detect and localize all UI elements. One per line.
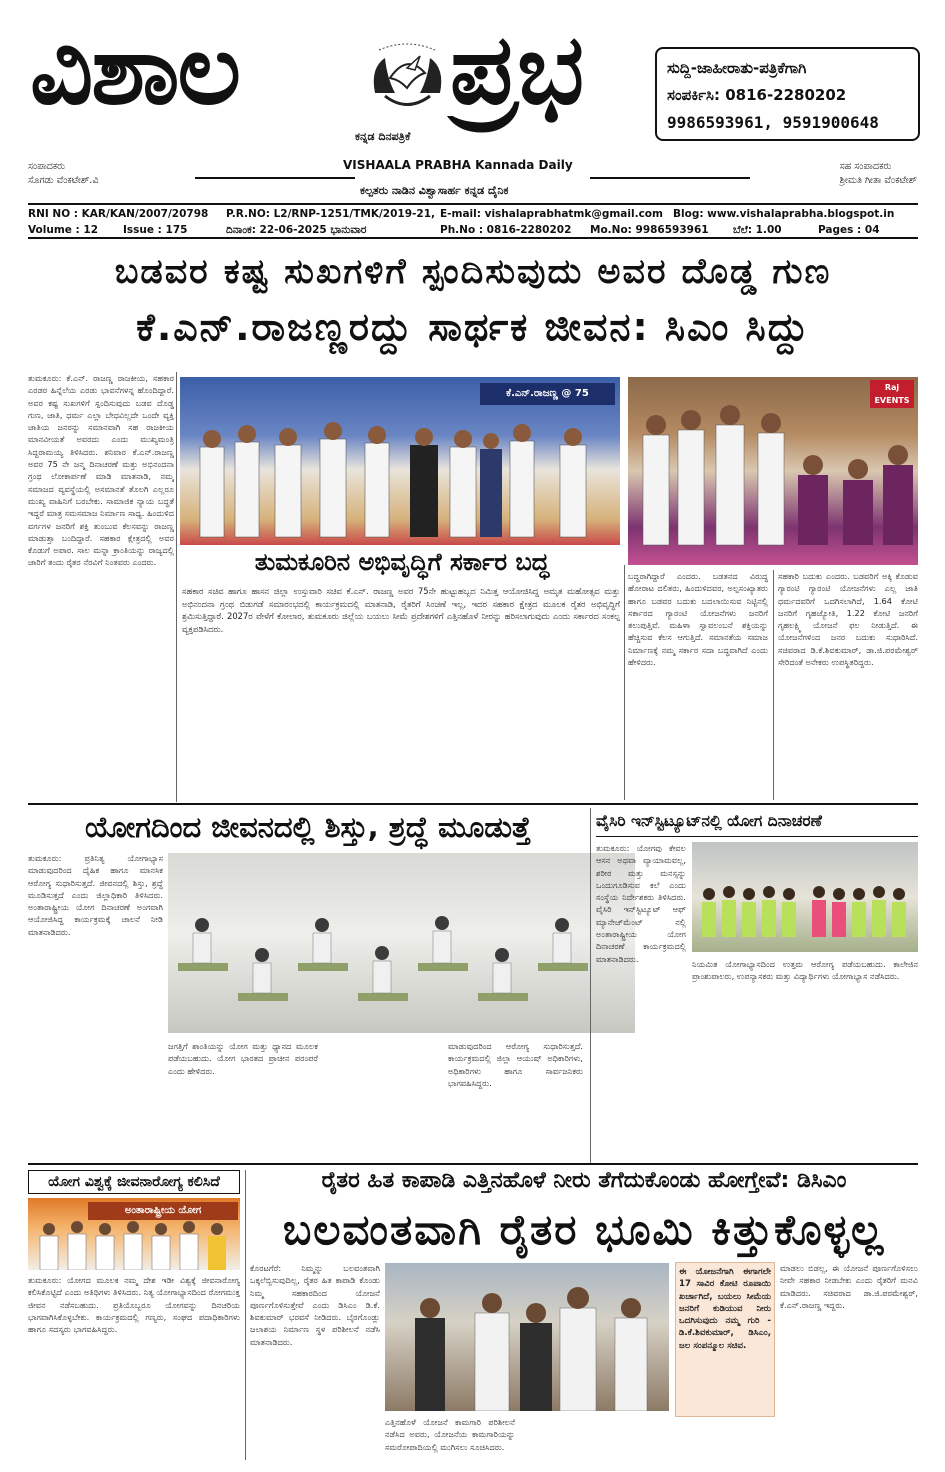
felicitation-figures — [628, 395, 918, 565]
stage-banner: ಕೆ.ಎನ್.ರಾಜಣ್ಣ @ 75 — [480, 383, 615, 405]
lead-column-3: ಬದ್ಧರಾಗಿದ್ದಾರೆ ಎಂದರು. ಬಡತನದ ವಿರುದ್ಧ ಹೋರಾಟ ದಲಿತರು, ಹಿಂದುಳಿದವರ, ಅಲ್ಪಸಂಖ್ಯಾತರು ಹಾಗೂ ಬಡವರ ಬದುಕು ಬದಲಾಯಿಸುವ ನಿಟ್ಟಿನಲ್ಲಿ ಸರ್ಕಾರದ ಗ್ಯಾರಂಟಿ ಯೋಜನೆಗಳು ಜನರಿಗೆ ತಲುಪುತ್ತಿವೆ. ಮಹಿಳಾ ಸ್ವಾವಲಂಬನೆ ಶಕ್ತಿಯನ್ನು ಹೆಚ್ಚಿಸುವ ಕೆಲಸ ಆಗುತ್ತಿದೆ. ಸಮಾನತೆಯ ಸಮಾಜ ನಿರ್ಮಾಣಕ್ಕೆ ನಮ್ಮ ಸರ್ಕಾರ ಸದಾ ಬದ್ಧವಾಗಿದೆ ಎಂದು ಹೇಳಿದರು. — [628, 571, 768, 668]
contact-box — [655, 47, 920, 141]
wellness-headline: ಯೋಗ ವಿಶ್ವಕ್ಕೆ ಜೀವನಾರೋಗ್ಯ ಕಲಿಸಿದೆ — [28, 1170, 240, 1194]
contact-line-2: ಸಂಪರ್ಕಿಸಿ: 0816-2280202 — [667, 86, 847, 104]
co-editor-name: ಶ್ರೀಮತಿ ಗೀತಾ ವೆಂಕಟೇಶ್ — [839, 175, 917, 186]
column-rule — [176, 372, 177, 802]
institute-headline: ವೈಸಿರಿ ಇನ್‌ಸ್ಟಿಟ್ಯೂಟ್‌ನಲ್ಲಿ ಯೋಗ ದಿನಾಚರಣೆ — [596, 812, 822, 830]
dove-hands-logo — [365, 38, 450, 123]
masthead-rule-left — [195, 177, 355, 179]
farmers-photo — [385, 1263, 669, 1411]
site-visit-group — [385, 1263, 669, 1411]
mobile-number: Mo.No: 9986593961 — [590, 224, 709, 236]
lead-subhead: ತುಮಕೂರಿನ ಅಭಿವೃದ್ಧಿಗೆ ಸರ್ಕಾರ ಬದ್ಧ — [192, 545, 612, 579]
lead-headline-2: ಕೆ.ಎನ್.ರಾಜಣ್ಣರದ್ದು ಸಾರ್ಥಕ ಜೀವನ: ಸಿಎಂ ಸಿದ್ದು — [136, 305, 810, 349]
institute-column-2: ನಿಯಮಿತ ಯೋಗಾಭ್ಯಾಸದಿಂದ ಉತ್ತಮ ಆರೋಗ್ಯ ಪಡೆಯಬಹುದು. ಕಾಲೇಜಿನ ಪ್ರಾಂಶುಪಾಲರು, ಉಪನ್ಯಾಸಕರು ಮತ್ತು ವಿದ್ಯಾರ್ಥಿಗಳು ಯೋಗಾಭ್ಯಾಸ ನಡೆಸಿದರು. — [692, 959, 918, 982]
farmers-headline: ಬಲವಂತವಾಗಿ ರೈತರ ಭೂಮಿ ಕಿತ್ತುಕೊಳ್ಳಲ್ಲ — [282, 1205, 886, 1254]
masthead-rule-right — [590, 177, 750, 179]
yoga-column-1: ತುಮಕೂರು: ಪ್ರತಿನಿತ್ಯ ಯೋಗಾಭ್ಯಾಸ ಮಾಡುವುದರಿಂದ ದೈಹಿಕ ಹಾಗೂ ಮಾನಸಿಕ ಆರೋಗ್ಯ ಸುಧಾರಿಸುತ್ತದೆ. ಜೀವನದಲ್ಲಿ ಶಿಸ್ತು, ಶ್ರದ್ಧೆ ಮೂಡಿಸುತ್ತದೆ ಎಂದು ಜಿಲ್ಲಾಧಿಕಾರಿ ತಿಳಿಸಿದರು. ಅಂತಾರಾಷ್ಟ್ರೀಯ ಯೋಗ ದಿನಾಚರಣೆ ಅಂಗವಾಗಿ ಆಯೋಜಿಸಿದ್ದ ಕಾರ್ಯಕ್ರಮಕ್ಕೆ ಚಾಲನೆ ನೀಡಿ ಮಾತನಾಡಿದರು. — [28, 853, 163, 937]
crowd-figures — [180, 417, 620, 545]
yoga-participants — [168, 853, 635, 1033]
farmers-column-1: ಕೊರಟಗೆರೆ: ನಿಮ್ಮನ್ನು ಬಲವಂತವಾಗಿ ಒಕ್ಕಲೆಬ್ಬಿಸುವುದಿಲ್ಲ, ರೈತರ ಹಿತ ಕಾಪಾಡಿ ಕೊಂಡು ನಿಮ್ಮ ಸಹಕಾರದಿಂದ ಯೋಜನೆ ಪೂರ್ಣಗೊಳಿಸುತ್ತೇವೆ ಎಂದು ಡಿಸಿಎಂ ಡಿ.ಕೆ. ಶಿವಕುಮಾರ್ ಭರವಸೆ ನೀಡಿದರು. ಬೈರಗೊಂಡ್ಲು ಜಲಾಶಯ ನಿರ್ಮಾಣ ಸ್ಥಳ ಪರಿಶೀಲನೆ ನಡೆಸಿ ಮಾತನಾಡಿದರು. — [250, 1263, 380, 1347]
institute-photo — [692, 842, 918, 952]
wellness-photo — [28, 1198, 240, 1270]
price: ಬೆಲೆ: 1.00 — [733, 224, 782, 236]
column-rule — [590, 808, 591, 1163]
column-rule — [773, 570, 774, 800]
wellness-banner: ಅಂತಾರಾಷ್ಟ್ರೀಯ ಯೋಗ — [88, 1202, 238, 1220]
farmers-column-2: ಎತ್ತಿನಹೊಳೆ ಯೋಜನೆ ಕಾಮಗಾರಿ ಪರಿಶೀಲನೆ ನಡೆಸಿದ ಅವರು, ಯೋಜನೆಯ ಕಾಮಗಾರಿಯನ್ನು ಸಮರೋಪಾದಿಯಲ್ಲಿ ಮುಗಿಸಲು ಸೂಚಿಸಿದರು. — [385, 1417, 515, 1452]
section-divider — [28, 1163, 918, 1165]
co-editor-block — [840, 160, 917, 188]
section-divider — [28, 803, 918, 805]
contact-line-3: 9986593961, 9591900648 — [667, 113, 879, 132]
lead-photo-felicitation — [628, 377, 918, 565]
lead-column-4: ಸಹಕಾರಿ ಬದುಕು ಎಂದರು. ಬಡವರಿಗೆ ಅಕ್ಕಿ ಕೊಡುವ ಗ್ಯಾರಂಟಿ ಗ್ಯಾರಂಟಿ ಯೋಜನೆಗಳು ಎಲ್ಲ ಜಾತಿ ಧರ್ಮದವರಿಗೆ ಒದಗಿಸಲಾಗಿದೆ, 1.64 ಕೋಟಿ ಜನರಿಗೆ ಗೃಹಜ್ಯೋತಿ, 1.22 ಕೋಟಿ ಜನರಿಗೆ ಗೃಹಲಕ್ಷ್ಮಿ ಯೋಜನೆ ಫಲ ನೀಡುತ್ತಿದೆ. ಈ ಯೋಜನೆಗಳಿಂದ ಜನರ ಬದುಕು ಸುಧಾರಿಸಿದೆ. ಸಚಿವರಾದ ಡಿ.ಕೆ.ಶಿವಕುಮಾರ್, ಡಾ.ಜಿ.ಪರಮೇಶ್ವರ್ ಸೇರಿದಂತೆ ಅನೇಕರು ಉಪಸ್ಥಿತರಿದ್ದರು. — [778, 571, 918, 668]
contact-line-1: ಸುದ್ದಿ-ಜಾಹೀರಾತು-ಪತ್ರಿಕೆಗಾಗಿ — [667, 59, 807, 77]
phone-number: Ph.No : 0816-2280202 — [440, 224, 572, 236]
blog-url: Blog: www.vishalaprabha.blogspot.in — [673, 208, 895, 220]
co-editor-label: ಸಹ ಸಂಪಾದಕರು — [839, 161, 892, 172]
yoga-column-2: ಜಗತ್ತಿಗೆ ಶಾಂತಿಯನ್ನು ಯೋಗ ಮತ್ತು ಧ್ಯಾನದ ಮೂಲಕ ಪಡೆಯಬಹುದು. ಯೋಗ ಭಾರತದ ಪ್ರಾಚೀನ ಪರಂಪರೆ ಎಂದು ಹೇಳಿದರು. — [168, 1041, 318, 1076]
lead-column-1: ತುಮಕೂರು: ಕೆ.ಎನ್. ರಾಜಣ್ಣ ರಾಜಕೀಯ, ಸಹಕಾರ ಎರಡರ ಹಿನ್ನೆಲೆಯ ಎರಡು ಭಾವನೆಗಳನ್ನ ಹೊಂದಿದ್ದಾರೆ. ಅವರ ಕಷ್ಟ ಸುಖಗಳಿಗೆ ಸ್ಪಂದಿಸುವುದು ಬಡವ ದೊಡ್ಡ ಗುಣ, ಜಾತಿ, ಧರ್ಮ ಎಲ್ಲಾ ಬೇಧವಿಲ್ಲದೇ ಒಂದೇ ವ್ಯಕ್ತಿ ಜಾತಿಯ ಜನರನ್ನು ಸಮಾನವಾಗಿ ಸಹ ರಾಜಕೀಯ ಮಾನವೀಯತೆ ಅವರದು ಎಂದು ಮುಖ್ಯಮಂತ್ರಿ ಸಿದ್ದರಾಮಯ್ಯ ತಿಳಿಸಿದರು. ಶನಿವಾರ ಕೆ.ಎನ್.ರಾಜಣ್ಣ ಅವರ 75 ನೇ ಜನ್ಮ ದಿನಾಚರಣೆ ಮತ್ತು ಅಭಿನಂದನಾ ಗ್ರಂಥ ಲೋಕಾರ್ಪಣೆ ಮಾಡಿ ಮಾತನಾಡಿ, ನಮ್ಮ ಸಮಾಜದ ವ್ಯವಸ್ಥೆಯಲ್ಲಿ ಅಸಮಾನತೆ ತೊಲಗಿ ಎಲ್ಲರೂ ಮುಖ್ಯ ವಾಹಿನಿಗೆ ಬರಬೇಕು. ಸಾಮಾಜಿಕ ನ್ಯಾಯ ಬದ್ಧತೆ ಇದ್ದರೆ ಮಾತ್ರ ಸಮಸಮಾಜ ನಿರ್ಮಾಣ ಸಾಧ್ಯ. ಹಿಂದುಳಿದ ವರ್ಗಗಳ ಜನರಿಗೆ ಶಕ್ತಿ ತುಂಬುವ ಕೆಲಸವನ್ನು ರಾಜಣ್ಣ ಮಾಡುತ್ತಾ ಬಂದಿದ್ದಾರೆ. ಸಹಕಾರ ಕ್ಷೇತ್ರದಲ್ಲಿ ಅವರ ಕೊಡುಗೆ ಅಪಾರ. ಸಾಲ ಮನ್ನಾ ಕ್ರಾಂತಿಯನ್ನು ರಾಜ್ಯದಲ್ಲಿ ಜಾರಿಗೆ ತಂದು ರೈತರ ನೆರವಿಗೆ ನಿಂತವರು ಎಂದರು. — [28, 373, 174, 568]
page-count: Pages : 04 — [818, 224, 880, 236]
tagline-kannada: ಕನ್ನಡ ದಿನಪತ್ರಿಕೆ — [355, 130, 411, 143]
email: E-mail: vishalaprabhatmk@gmail.com — [440, 208, 663, 220]
lead-headline-1: ಬಡವರ ಕಷ್ಟ ಸುಖಗಳಿಗೆ ಸ್ಪಂದಿಸುವುದು ಅವರ ದೊಡ್ಡ ಗುಣ — [114, 252, 832, 292]
issue-date: ದಿನಾಂಕ: 22-06-2025 ಭಾನುವಾರ — [226, 224, 367, 236]
yoga-headline: ಯೋಗದಿಂದ ಜೀವನದಲ್ಲಿ ಶಿಸ್ತು, ಶ್ರದ್ಧೆ ಮೂಡುತ್ತೆ — [85, 810, 531, 844]
pr-number: P.R.NO: L2/RNP-1251/TMK/2019-21, — [226, 208, 435, 220]
farmers-kicker: ರೈತರ ಹಿತ ಕಾಪಾಡಿ ಎತ್ತಿನಹೊಳೆ ನೀರು ತೆಗೆದುಕೊಂಡು ಹೋಗ್ತೇವೆ: ಡಿಸಿಎಂ — [321, 1168, 847, 1193]
editor-name: ಸೊಗಡು ವೆಂಕಟೇಶ್.ವಿ — [28, 175, 99, 186]
institute-underline — [596, 836, 918, 837]
title-right: ಪ್ರಭ — [450, 13, 585, 127]
rni-number: RNI NO : KAR/KAN/2007/20798 — [28, 208, 209, 220]
editor-block — [28, 160, 98, 188]
column-rule — [624, 565, 625, 800]
wellness-column-1: ತುಮಕೂರು: ಯೋಗದ ಮೂಲಕ ನಮ್ಮ ದೇಶ ಇಡೀ ವಿಶ್ವಕ್ಕೆ ಜೀವನಾರೋಗ್ಯ ಕಲಿಸಿಕೊಟ್ಟಿದೆ ಎಂದು ಅತಿಥಿಗಳು ತಿಳಿಸಿದರು. ನಿತ್ಯ ಯೋಗಾಭ್ಯಾಸದಿಂದ ರೋಗಮುಕ್ತ ಜೀವನ ನಡೆಸಬಹುದು. ಪ್ರತಿಯೊಬ್ಬರೂ ಯೋಗವನ್ನು ದಿನಚರಿಯ ಭಾಗವಾಗಿಸಿಕೊಳ್ಳಬೇಕು. ಕಾರ್ಯಕ್ರಮದಲ್ಲಿ ಗಣ್ಯರು, ಸಂಘದ ಪದಾಧಿಕಾರಿಗಳು ಹಾಗೂ ಸದಸ್ಯರು ಭಾಗವಹಿಸಿದ್ದರು. — [28, 1275, 240, 1335]
wellness-group — [28, 1216, 240, 1270]
masthead-title — [30, 10, 640, 130]
volume: Volume : 12 — [28, 224, 99, 236]
institute-group — [692, 842, 918, 952]
daily-kannada: ಕಲ್ಪತರು ನಾಡಿನ ವಿಶ್ವಾಸಾರ್ಹ ಕನ್ನಡ ದೈನಿಕ — [360, 184, 509, 197]
raj-events-logo: Raj EVENTS — [870, 380, 914, 408]
lead-photo-stage — [180, 377, 620, 545]
yoga-photo — [168, 853, 635, 1033]
yoga-column-3: ಮಾಡುವುದರಿಂದ ಆರೋಗ್ಯ ಸುಧಾರಿಸುತ್ತದೆ. ಕಾರ್ಯಕ್ರಮದಲ್ಲಿ ಜಿಲ್ಲಾ ಆಯುಷ್ ಅಧಿಕಾರಿಗಳು, ಅಧಿಕಾರಿಗಳು ಹಾಗೂ ಸಾರ್ವಜನಿಕರು ಭಾಗವಹಿಸಿದ್ದರು. — [448, 1041, 583, 1088]
daily-english: VISHAALA PRABHA Kannada Daily — [343, 158, 573, 172]
institute-column-1: ತುಮಕೂರು: ಯೋಗವು ಕೇವಲ ಆಸನ ಅಥವಾ ವ್ಯಾಯಾಮವಲ್ಲ, ಶರೀರ ಮತ್ತು ಮನಸ್ಸನ್ನು ಒಂದುಗೂಡಿಸುವ ಕಲೆ ಎಂದು ಸಂಸ್ಥೆಯ ನಿರ್ದೇಶಕರು ತಿಳಿಸಿದರು. ವೈಸಿರಿ ಇನ್‌ಸ್ಟಿಟ್ಯೂಟ್ ಆಫ್ ಮ್ಯಾನೇಜ್‌ಮೆಂಟ್ ನಲ್ಲಿ ಅಂತಾರಾಷ್ಟ್ರೀಯ ಯೋಗ ದಿನಾಚರಣೆ ಕಾರ್ಯಕ್ರಮದಲ್ಲಿ ಮಾತನಾಡಿದರು. — [596, 843, 686, 964]
lead-column-2: ಸಹಕಾರ ಸಚಿವ ಹಾಗೂ ಹಾಸನ ಜಿಲ್ಲಾ ಉಸ್ತುವಾರಿ ಸಚಿವ ಕೆ.ಎನ್. ರಾಜಣ್ಣ ಅವರ 75ನೇ ಹುಟ್ಟುಹಬ್ಬದ ನಿಮಿತ್ತ ಆಯೋಜಿಸಿದ್ದ ಅಮೃತ ಮಹೋತ್ಸವ ಮತ್ತು ಅಭಿನಂದನಾ ಗ್ರಂಥ ಬಿಡುಗಡೆ ಸಮಾರಂಭದಲ್ಲಿ ಕಾರ್ಯಕ್ರಮದಲ್ಲಿ ಮಾತನಾಡಿ, ರೈತರಿಗೆ ಸಿಂಚಣೆ ಇಲ್ಲ, ಇದರ ಸಹಕಾರ ಕ್ಷೇತ್ರದ ಮೂಲಕ ರೈತರ ಅಭಿವೃದ್ಧಿಗೆ ಶ್ರಮಿಸುತ್ತಿದ್ದಾರೆ. 2027ರ ವೇಳೆಗೆ ಕೋಲಾರ, ತುಮಕೂರು ಜಿಲ್ಲೆಯ ಬಯಲು ಸೀಮೆ ಪ್ರದೇಶಗಳಿಗೆ ಎತ್ತಿನಹೊಳೆ ನೀರನ್ನು ಹರಿಸಲಾಗುವುದು ಎಂದು ಸರ್ಕಾರದ ಸಂಕಲ್ಪ ವ್ಯಕ್ತಪಡಿಸಿದರು. — [182, 586, 620, 634]
editor-label: ಸಂಪಾದಕರು — [28, 161, 66, 172]
farmers-column-3: ಮಾಡಲು ಬಿಡಲ್ಲ, ಈ ಯೋಜನೆ ಪೂರ್ಣಗೊಳಿಸಲು ನೀವೇ ಸಹಕಾರ ನೀಡಬೇಕು ಎಂದು ರೈತರಿಗೆ ಮನವಿ ಮಾಡಿದರು. ಸಚಿವರಾದ ಡಾ.ಜಿ.ಪರಮೇಶ್ವರ್, ಕೆ.ಎನ್.ರಾಜಣ್ಣ ಇದ್ದರು. — [780, 1263, 918, 1310]
issue: Issue : 175 — [123, 224, 188, 236]
column-rule — [245, 1170, 246, 1460]
farmers-highlight-box: ಈ ಯೋಜನೆಗಾಗಿ ಈಗಾಗಲೇ 17 ಸಾವಿರ ಕೋಟಿ ರೂಪಾಯಿ ಖರ್ಚಾಗಿದೆ, ಬಯಲು ಸೀಮೆಯ ಜನರಿಗೆ ಕುಡಿಯುವ ನೀರು ಒದಗಿಸುವುದು ನಮ್ಮ ಗುರಿ - ಡಿ.ಕೆ.ಶಿವಕುಮಾರ್, ಡಿಸಿಎಂ, ಜಲ ಸಂಪನ್ಮೂಲ ಸಚಿವ. — [675, 1262, 775, 1417]
publication-meta — [28, 203, 918, 239]
title-left: ವಿಶಾಲ — [30, 13, 240, 127]
